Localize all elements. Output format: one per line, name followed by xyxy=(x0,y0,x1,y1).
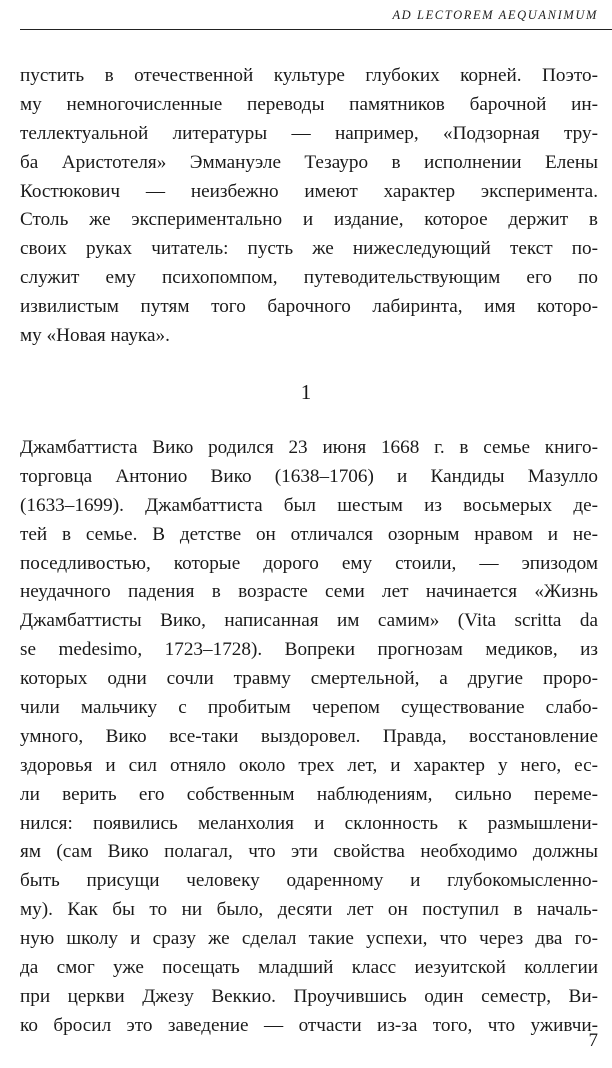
running-head: AD LECTOREM AEQUANIMUM xyxy=(392,8,598,22)
page-number: 7 xyxy=(588,1030,598,1051)
text-line: извилистым путям того барочного лабиринта, имя которо- xyxy=(20,296,598,318)
text-line: ко бросил это заведение — отчасти из-за того, что уживчи- xyxy=(20,1014,598,1036)
paragraph-2 xyxy=(20,434,598,1041)
text-line: (1633–1699). Джамбаттиста был шестым из восьмерых де- xyxy=(20,494,598,516)
text-line: пустить в отечественной культуре глубоких корней. Поэто- xyxy=(20,65,598,86)
text-line: да смог уже посещать младший класс иезуитской коллегии xyxy=(20,957,598,979)
text-line: быть присущи человеку одаренному и глубокомысленно- xyxy=(20,870,598,892)
text-line: Джамбаттисты Вико, написанная им самим» (Vita scritta da xyxy=(20,610,598,632)
text-line: ба Аристотеля» Эммануэле Тезауро в исполнении Елены xyxy=(20,151,598,173)
text-line: му). Как бы то ни было, десяти лет он поступил в началь- xyxy=(20,899,598,921)
paragraph-1 xyxy=(20,62,598,351)
text-line: торговца Антонио Вико (1638–1706) и Кандиды Мазулло xyxy=(20,465,598,487)
text-line: Джамбаттиста Вико родился 23 июня 1668 г. в семье книго- xyxy=(20,437,598,458)
text-line: му «Новая наука». xyxy=(20,325,170,347)
text-line: ли верить его собственным наблюдениям, сильно переме- xyxy=(20,783,598,805)
text-line: умного, Вико все-таки выздоровел. Правда, восстановление xyxy=(20,725,598,747)
text-line: нился: появились меланхолия и склонность к размышлени- xyxy=(20,812,598,834)
text-line: неудачного падения в возрасте семи лет начинается «Жизнь xyxy=(20,581,598,603)
text-line: ную школу и сразу же сделал такие успехи, что через два го- xyxy=(20,928,598,950)
header-rule xyxy=(20,29,612,30)
text-line: здоровья и сил отняло около трех лет, и характер у него, ес- xyxy=(20,754,598,776)
text-line: своих руках читатель: пусть же нижеследующий текст по- xyxy=(20,238,598,260)
text-line: тей в семье. В детстве он отличался озорным нравом и не- xyxy=(20,523,598,545)
text-line: чили мальчику с пробитым черепом существование слабо- xyxy=(20,697,598,719)
section-number: 1 xyxy=(300,380,312,404)
text-line: Костюкович — неизбежно имеют характер эксперимента. xyxy=(20,180,598,202)
text-line: которых одни сочли травму смертельной, а другие проро- xyxy=(20,668,598,690)
text-line: Столь же экспериментально и издание, которое держит в xyxy=(20,209,598,231)
text-line: поседливостью, которые дорого ему стоили, — эпизодом xyxy=(20,552,598,574)
text-line: служит ему психопомпом, путеводительствующим его по xyxy=(20,267,598,289)
text-line: ям (сам Вико полагал, что эти свойства необходимо должны xyxy=(20,841,598,863)
text-line: теллектуальной литературы — например, «Подзорная тру- xyxy=(20,122,598,144)
text-line: se medesimo, 1723–1728). Вопреки прогнозам медиков, из xyxy=(20,639,598,661)
text-line: при церкви Джезу Веккио. Проучившись один семестр, Ви- xyxy=(20,985,598,1007)
text-line: му немногочисленные переводы памятников барочной ин- xyxy=(20,93,598,115)
